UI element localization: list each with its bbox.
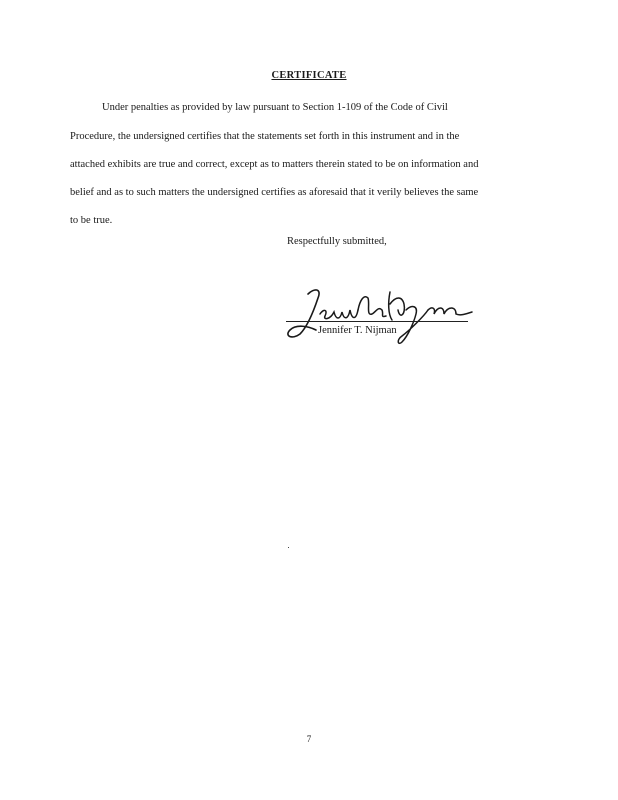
closing-text: Respectfully submitted, xyxy=(287,236,387,247)
signature-line xyxy=(286,321,468,322)
body-line-4: belief and as to such matters the undersigned certifies as aforesaid that it verily believes the same xyxy=(70,187,479,198)
body-line-5: to be true. xyxy=(70,215,113,226)
document-title: CERTIFICATE xyxy=(271,70,347,81)
body-line-3: attached exhibits are true and correct, except as to matters therein stated to be on information and xyxy=(70,159,479,170)
handwritten-signature xyxy=(278,280,478,350)
body-line-1: Under penalties as provided by law pursuant to Section 1-109 of the Code of Civil xyxy=(102,102,448,113)
stray-mark xyxy=(288,547,289,548)
body-line-2: Procedure, the undersigned certifies that the statements set forth in this instrument and in the xyxy=(70,131,460,142)
signer-name: Jennifer T. Nijman xyxy=(318,325,397,336)
page-number: 7 xyxy=(306,734,312,744)
